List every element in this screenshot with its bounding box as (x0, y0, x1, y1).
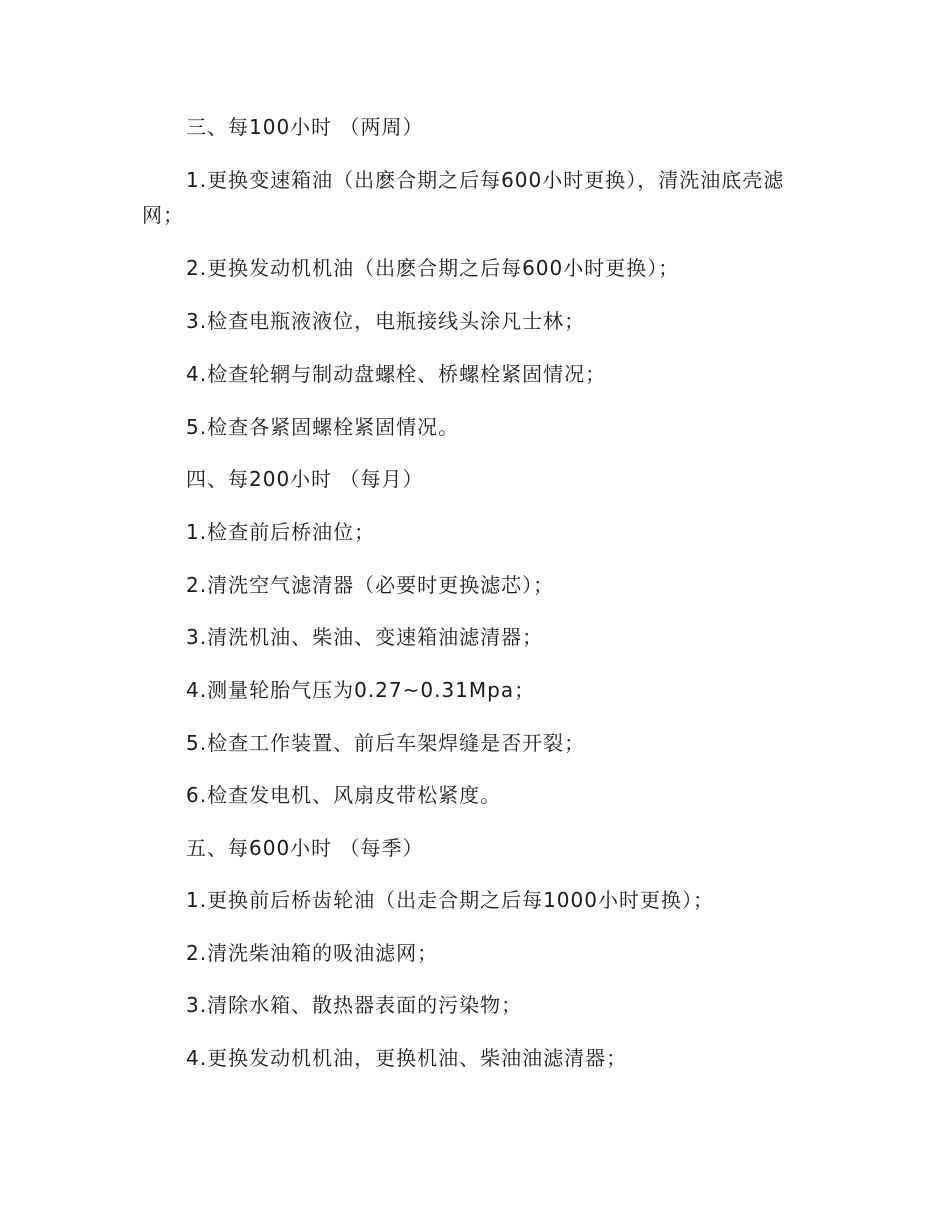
list-item: 1.更换变速箱油（出麽合期之后每600小时更换），清洗油底壳滤网； (142, 168, 785, 227)
list-item: 2.清洗柴油箱的吸油滤网； (186, 941, 439, 965)
list-item: 2.清洗空气滤清器（必要时更换滤芯）； (186, 573, 555, 597)
list-item: 1.更换前后桥齿轮油（出走合期之后每1000小时更换）； (186, 888, 714, 912)
list-item: 2.更换发动机机油（出麽合期之后每600小时更换）； (186, 256, 680, 280)
list-item: 1.检查前后桥油位； (186, 520, 376, 544)
section-heading-200-hours: 四、每200小时 （每月） (186, 467, 424, 491)
list-item: 4.更换发动机机油，更换机油、柴油油滤清器； (186, 1046, 628, 1070)
list-item: 4.测量轮胎气压为0.27~0.31Mpa； (186, 678, 536, 702)
section-heading-100-hours: 三、每100小时 （两周） (186, 115, 424, 139)
list-item: 4.检查轮辋与制动盘螺栓、桥螺栓紧固情况； (186, 362, 607, 386)
list-item: 3.清除水箱、散热器表面的污染物； (186, 993, 523, 1017)
list-item: 3.清洗机油、柴油、变速箱油滤清器； (186, 625, 544, 649)
list-item: 3.检查电瓶液液位，电瓶接线头涂凡士林； (186, 309, 586, 333)
list-item: 6.检查发电机、风扇皮带松紧度。 (186, 783, 502, 807)
list-item: 5.检查工作装置、前后车架焊缝是否开裂； (186, 731, 586, 755)
section-heading-600-hours: 五、每600小时 （每季） (186, 836, 424, 860)
list-item: 5.检查各紧固螺栓紧固情况。 (186, 415, 460, 439)
